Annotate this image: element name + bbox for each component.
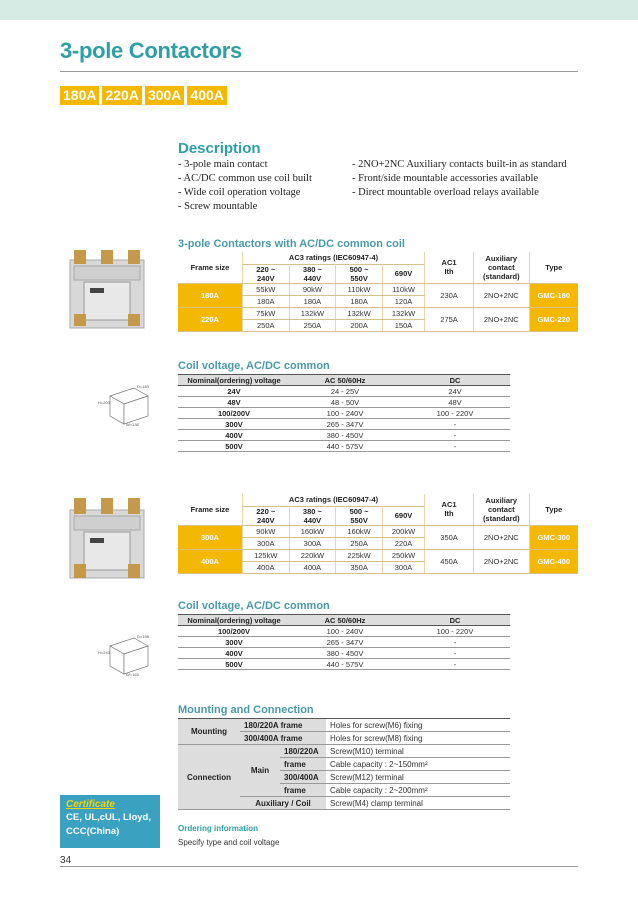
cell: 75kW	[242, 307, 289, 319]
cell: 100 - 240V	[290, 408, 400, 419]
cell: 48 - 50V	[290, 397, 400, 408]
cell: 220kW	[289, 549, 336, 561]
desc-item: - Direct mountable overload relays available	[352, 187, 539, 198]
ac3-ratings-header: AC3 ratings (IEC60947-4)	[242, 494, 424, 506]
type-gmc-300: GMC-300	[529, 525, 578, 549]
coil-header: AC 50/60Hz	[290, 615, 400, 626]
spec-table-180-220	[178, 252, 578, 332]
cell: 225kW	[336, 549, 383, 561]
cell: 300A	[382, 561, 424, 573]
desc-item: - AC/DC common use coil built	[178, 173, 312, 184]
cell: 265 - 347V	[290, 419, 400, 430]
type-gmc-220: GMC-220	[529, 307, 578, 331]
ordering-title: Ordering information	[178, 824, 258, 833]
connection-label: Connection	[178, 745, 240, 810]
desc-item: - 2NO+2NC Auxiliary contacts built-in as standard	[352, 159, 567, 170]
certificate-box	[60, 795, 160, 848]
description-right	[352, 158, 567, 200]
type-gmc-400: GMC-400	[529, 549, 578, 573]
cell: 250kW	[382, 549, 424, 561]
certificate-list	[66, 811, 154, 839]
tag-180a: 180A	[60, 86, 99, 105]
cell: 220A	[382, 537, 424, 549]
desc-item: - Front/side mountable accessories available	[352, 173, 539, 184]
frame-220a: 220A	[178, 307, 242, 331]
cell: 300V	[178, 419, 290, 430]
cell: 132kW	[289, 307, 336, 319]
type-gmc-180: GMC-180	[529, 283, 578, 307]
cell: 200kW	[382, 525, 424, 537]
cell: 180A	[336, 295, 383, 307]
cell: 400V	[178, 430, 290, 441]
cell: 2NO+2NC	[474, 525, 530, 549]
cell: 180A	[289, 295, 336, 307]
cell: 110kW	[336, 283, 383, 295]
cell: -	[400, 430, 510, 441]
cell: 120A	[382, 295, 424, 307]
cell: 100 - 240V	[290, 626, 400, 637]
cell: 24 - 25V	[290, 386, 400, 397]
coil-header: DC	[400, 615, 510, 626]
cell: 265 - 347V	[290, 637, 400, 648]
desc-item: - Screw mountable	[178, 201, 258, 212]
mounting-table	[178, 718, 510, 810]
coil-table-2	[178, 614, 510, 670]
cell: Screw(M10) terminal	[326, 745, 510, 758]
type-header: Type	[529, 252, 578, 283]
frame-size-header: Frame size	[178, 494, 242, 525]
cell: -	[400, 419, 510, 430]
frame-300a: 300A	[178, 525, 242, 549]
cell: 180/220A	[280, 745, 326, 758]
coil-header: AC 50/60Hz	[290, 375, 400, 386]
desc-item: - 3-pole main contact	[178, 159, 268, 170]
ac1-header: AC1 Ith	[425, 494, 474, 525]
cell: 160kW	[336, 525, 383, 537]
page-number: 34	[60, 855, 72, 866]
cell: Screw(M4) clamp terminal	[326, 797, 510, 810]
cell: 24V	[400, 386, 510, 397]
cell: 500V	[178, 441, 290, 452]
dim-w-label: W=138	[126, 422, 139, 427]
cell: 180/220A frame	[240, 719, 326, 732]
cell: Holes for screw(M6) fixing	[326, 719, 510, 732]
cell: 450A	[425, 549, 474, 573]
frame-180a: 180A	[178, 283, 242, 307]
col-690v: 690V	[382, 506, 424, 525]
cell: 200A	[336, 319, 383, 331]
coil-header: Nominal(ordering) voltage	[178, 375, 290, 386]
cell: -	[400, 648, 510, 659]
mounting-title: Mounting and Connection	[178, 704, 314, 716]
cell: 132kW	[336, 307, 383, 319]
cell: 2NO+2NC	[474, 283, 530, 307]
footer-rule	[60, 866, 578, 867]
col-380v: 380 ~ 440V	[289, 506, 336, 525]
cell: -	[400, 441, 510, 452]
dim-d-label: D=183	[137, 384, 149, 389]
cell: Cable capacity : 2~150mm²	[326, 758, 510, 771]
table1-title: 3-pole Contactors with AC/DC common coil	[178, 238, 405, 250]
cell: 380 - 450V	[290, 648, 400, 659]
tag-400a: 400A	[187, 86, 226, 105]
main-label: Main	[240, 745, 280, 797]
cell: Screw(M12) terminal	[326, 771, 510, 784]
col-500v: 500 ~ 550V	[336, 506, 383, 525]
title-rule	[60, 71, 578, 72]
dim-h-label: H=203	[98, 400, 110, 405]
cell: 300A	[289, 537, 336, 549]
coil1-title: Coil voltage, AC/DC common	[178, 360, 330, 372]
desc-item: - Wide coil operation voltage	[178, 187, 301, 198]
col-690v: 690V	[382, 264, 424, 283]
cell: 2NO+2NC	[474, 549, 530, 573]
cell: 300V	[178, 637, 290, 648]
cell: 440 - 575V	[290, 659, 400, 670]
cell: 300/400A frame	[240, 732, 326, 745]
cell: 55kW	[242, 283, 289, 295]
description-title: Description	[178, 140, 261, 157]
cell: 132kW	[382, 307, 424, 319]
cell: Auxiliary / Coil	[240, 797, 326, 810]
tag-300a: 300A	[145, 86, 184, 105]
cell: 300A	[242, 537, 289, 549]
cell: 2NO+2NC	[474, 307, 530, 331]
coil-header: DC	[400, 375, 510, 386]
coil-table-1	[178, 374, 510, 452]
cell: 380 - 450V	[290, 430, 400, 441]
page-title: 3-pole Contactors	[60, 38, 242, 63]
spec-table-300-400	[178, 494, 578, 574]
cell: 24V	[178, 386, 290, 397]
dim-w-label: W=163	[126, 672, 139, 677]
cell: 90kW	[289, 283, 336, 295]
type-header: Type	[529, 494, 578, 525]
coil2-title: Coil voltage, AC/DC common	[178, 600, 330, 612]
col-500v: 500 ~ 550V	[336, 264, 383, 283]
cell: 100/200V	[178, 408, 290, 419]
cell: 100 - 220V	[400, 626, 510, 637]
cell: 350A	[336, 561, 383, 573]
cell: 250A	[242, 319, 289, 331]
cell: 48V	[400, 397, 510, 408]
tag-220a: 220A	[102, 86, 141, 105]
aux-header: Auxiliary contact (standard)	[474, 252, 530, 283]
cert-line: CE, UL,cUL, Lloyd,	[66, 812, 151, 823]
aux-header: Auxiliary contact (standard)	[474, 494, 530, 525]
cell: 300/400A	[280, 771, 326, 784]
cell: 110kW	[382, 283, 424, 295]
cell: 250A	[336, 537, 383, 549]
cell: 125kW	[242, 549, 289, 561]
cell: 250A	[289, 319, 336, 331]
description-left	[178, 158, 312, 214]
cell: 100 - 220V	[400, 408, 510, 419]
ac3-ratings-header: AC3 ratings (IEC60947-4)	[242, 252, 424, 264]
dimension-diagram-2	[98, 628, 154, 678]
coil-header: Nominal(ordering) voltage	[178, 615, 290, 626]
col-220v: 220 ~ 240V	[242, 506, 289, 525]
cell: 400A	[242, 561, 289, 573]
dimension-diagram-1	[98, 378, 154, 428]
ac1-header: AC1 Ith	[425, 252, 474, 283]
cell: 275A	[425, 307, 474, 331]
cell: 48V	[178, 397, 290, 408]
dim-d-label: D=198	[137, 634, 149, 639]
certificate-title: Certificate	[66, 799, 115, 810]
cert-line: CCC(China)	[66, 826, 120, 837]
cell: 230A	[425, 283, 474, 307]
cell: frame	[280, 784, 326, 797]
cell: Holes for screw(M8) fixing	[326, 732, 510, 745]
top-band	[0, 0, 638, 20]
cell: frame	[280, 758, 326, 771]
contactor-photo-300-400	[62, 492, 152, 582]
cell: 100/200V	[178, 626, 290, 637]
cell: 90kW	[242, 525, 289, 537]
cell: 400V	[178, 648, 290, 659]
cell: 150A	[382, 319, 424, 331]
cell: -	[400, 659, 510, 670]
col-220v: 220 ~ 240V	[242, 264, 289, 283]
rating-tags	[60, 86, 227, 105]
dim-h-label: H=243	[98, 650, 110, 655]
cell: 400A	[289, 561, 336, 573]
frame-size-header: Frame size	[178, 252, 242, 283]
cell: 350A	[425, 525, 474, 549]
col-380v: 380 ~ 440V	[289, 264, 336, 283]
cell: 440 - 575V	[290, 441, 400, 452]
frame-400a: 400A	[178, 549, 242, 573]
cell: Cable capacity : 2~200mm²	[326, 784, 510, 797]
cell: 500V	[178, 659, 290, 670]
contactor-photo-180-220	[62, 242, 152, 332]
cell: 180A	[242, 295, 289, 307]
mounting-label: Mounting	[178, 719, 240, 745]
ordering-text: Specify type and coil voltage	[178, 838, 280, 847]
cell: -	[400, 637, 510, 648]
cell: 160kW	[289, 525, 336, 537]
